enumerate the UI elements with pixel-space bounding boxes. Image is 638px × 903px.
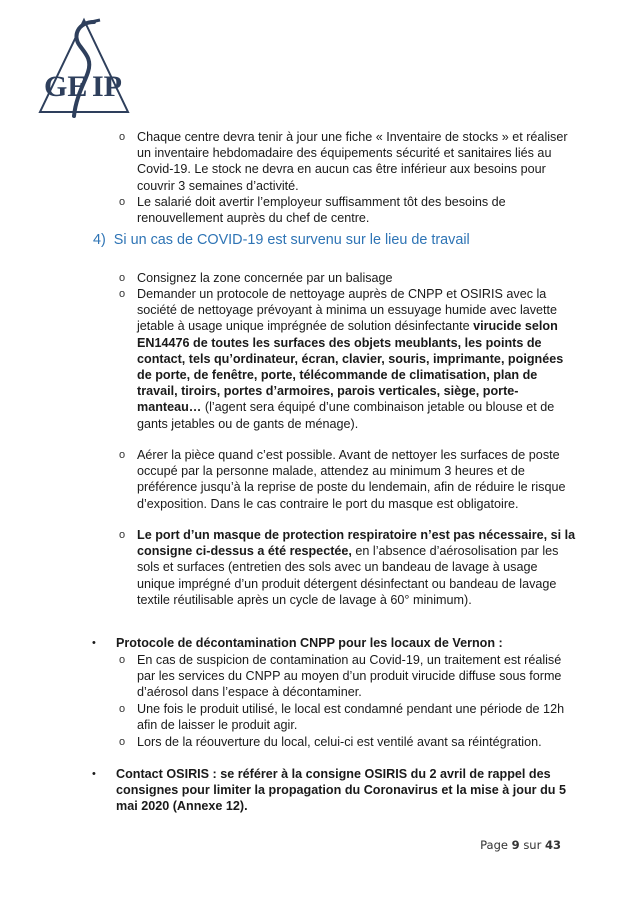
page-label: Page	[480, 838, 508, 852]
bullet-item	[92, 766, 576, 815]
list-item	[119, 527, 577, 608]
bullet-marker: •	[92, 637, 96, 649]
bullet-item	[92, 635, 576, 651]
list-item-bold-text: Le port d’un masque de protection respiratoire n’est pas nécessaire, si la consigne ci-dessus a été respectée,	[137, 528, 576, 559]
section-number: 4)	[93, 232, 106, 248]
list-marker: o	[119, 196, 126, 208]
list-marker: o	[119, 272, 126, 284]
list-item-bold-text: virucide selon EN14476 de toutes les surfaces des objets meublants, les points de contact, tels qu’ordinateur, écran, clavier, souris, imprimante, poignées de porte, de fenêtre, porte, télécommande de climatisation, plan de travail, tiroirs, portes d’armoires, parois verticales, siège, porte-manteau…	[137, 319, 564, 415]
bullet-marker: •	[92, 768, 96, 780]
bullet-text: Contact OSIRIS : se référer à la consigne OSIRIS du 2 avril de rappel des consignes pour limiter la propagation du Coronavirus et la mise à jour du 5 mai 2020 (Annexe 12).	[116, 767, 566, 814]
list-item	[119, 447, 577, 512]
list-marker: o	[119, 288, 126, 300]
logo-left-text: GE	[44, 70, 88, 103]
page-total: 43	[544, 838, 561, 852]
list-marker: o	[119, 529, 126, 541]
list-item	[119, 129, 577, 194]
list-item	[119, 194, 577, 226]
list-item-text: Aérer la pièce quand c’est possible. Avant de nettoyer les surfaces de poste occupé par la personne malade, attendez au minimum 3 heures et de préférence jusqu’à la reprise de poste du lendemain, afin de réduire le risque d’exposition. Dans le cas contraire le port du masque est obligatoire.	[137, 448, 566, 511]
logo-right-text: IP	[92, 70, 122, 103]
list-item-text: Une fois le produit utilisé, le local est condamné pendant une période de 12h afin de laisser le produit agir.	[137, 702, 565, 733]
list-item-text: Chaque centre devra tenir à jour une fiche « Inventaire de stocks » et réaliser un inventaire hebdomadaire des équipements sécurité et sanitaires liés au Covid-19. Le stock ne devra en aucun cas être inférieur aux besoins pour couvrir 3 semaines d’activité.	[137, 130, 568, 193]
list-marker: o	[119, 654, 126, 666]
of-label: sur	[523, 838, 542, 852]
list-item-text: en l’absence d’aérosolisation par les sols et surfaces (entretien des sols avec un bandeau de lavage à usage unique imprégné d’un produit détergent désinfectant ou bandeau de lavage textile réutilisable après un cycle de lavage à 60° minimum).	[137, 544, 559, 607]
list-marker: o	[119, 736, 126, 748]
list-item	[119, 734, 577, 750]
list-marker: o	[119, 449, 126, 461]
page-number: 9	[511, 838, 520, 852]
list-marker: o	[119, 131, 126, 143]
list-item	[119, 652, 577, 701]
list-item-text: Lors de la réouverture du local, celui-ci est ventilé avant sa réintégration.	[137, 735, 542, 749]
list-item	[119, 270, 577, 286]
page-footer	[480, 838, 561, 852]
list-marker: o	[119, 703, 126, 715]
list-item	[119, 701, 577, 733]
list-item-text: En cas de suspicion de contamination au Covid-19, un traitement est réalisé par les services du CNPP au moyen d’un produit virucide diffuse sous forme d’aérosol dans l’espace à décontaminer.	[137, 653, 562, 700]
gesip-logo	[36, 16, 132, 118]
list-item-text: Demander un protocole de nettoyage auprès de CNPP et OSIRIS avec la société de nettoyage prévoyant à minima un essuyage humide avec lavette jetable à usage unique imprégnée de solution désinfectante	[137, 287, 558, 334]
section-heading	[93, 232, 470, 248]
list-item	[119, 286, 577, 432]
list-item-text-end: (l’agent sera équipé d’une combinaison jetable ou blouse et de gants jetables ou de gants de ménage).	[137, 400, 555, 431]
list-item-text: Le salarié doit avertir l’employeur suffisamment tôt des besoins de renouvellement auprès du chef de centre.	[137, 195, 506, 226]
section-title: Si un cas de COVID-19 est survenu sur le lieu de travail	[113, 232, 470, 248]
bullet-title: Protocole de décontamination CNPP pour les locaux de Vernon :	[116, 636, 503, 650]
list-item-text: Consignez la zone concernée par un balisage	[137, 271, 393, 285]
